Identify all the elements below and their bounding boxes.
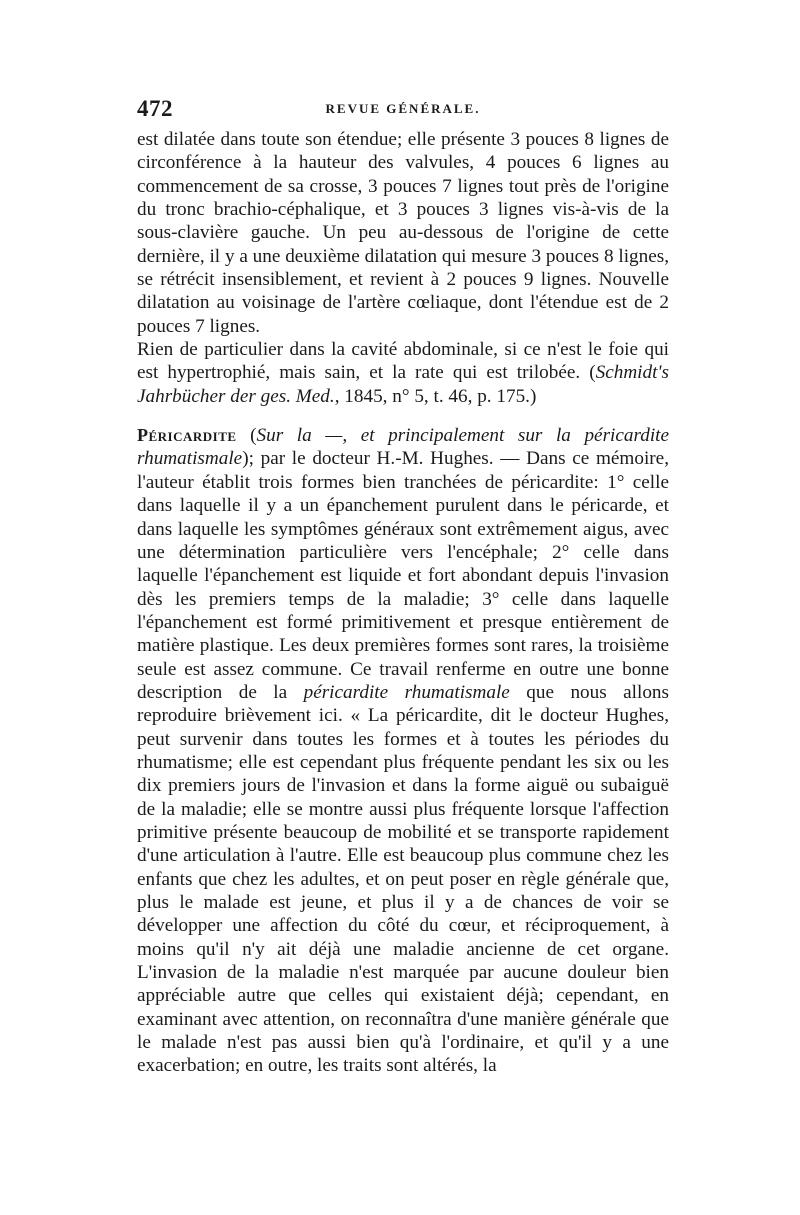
citation-journal: Schmidt's Jahrbücher der ges. Med. (137, 362, 669, 407)
section-gap (137, 408, 669, 424)
section-subtitle: Sur la —, et principalement sur la péricardite rhumatismale (137, 425, 669, 470)
page-header (137, 96, 669, 124)
page (137, 96, 669, 1078)
paragraph-3-rest: que nous allons reproduire brièvement ici. « La péricardite, dit le docteur Hughes, peut survenir dans toutes les formes et à toutes les périodes du rhumatisme; elle est cependant plus fréquente pendant les six ou les dix premiers jours de l'invasion et dans la forme aiguë ou subaiguë de la maladie; elle se montre aussi plus fréquente lorsque l'affection primitive présente beaucoup de mobilité et se transporte rapidement d'une articulation à l'autre. Elle est beaucoup plus commune chez les enfants que chez les adultes, et on peut poser en règle générale que, plus le malade est jeune, et plus il y a de chances de voir se développer une affection du côté du cœur, et réciproquement, à moins qu'il n'y ait déjà une maladie ancienne de cet organe. L'invasion de la maladie n'est marquée par aucune douleur bien appréciable autre que celles qui existaient déjà; cependant, en examinant avec attention, on reconnaîtra d'une manière générale que le malade n'est pas aussi bien qu'à l'ordinaire, et qu'il y a une exacerbation; en outre, les traits sont altérés, la (137, 681, 669, 1077)
italic-term: péricardite rhumatismale (303, 681, 510, 703)
page-number: 472 (137, 96, 173, 121)
paragraph-pericardite (137, 424, 669, 1078)
section-title: Péricardite (137, 425, 237, 446)
paragraph-abdominal (137, 338, 669, 408)
paragraph-1-text: est dilatée dans toute son étendue; elle présente 3 pouces 8 lignes de circonférence à la hauteur des valvules, 4 pouces 6 lignes au commencement de sa crosse, 3 pouces 7 lignes tout près de l'origine du tronc brachio-céphalique, et 3 pouces 3 lignes vis-à-vis de la sous-clavière gauche. Un peu au-dessous de l'origine de cette dernière, il y a une deuxième dilatation qui mesure 3 pouces 8 lignes, se rétrécit insensiblement, et revient à 2 pouces 9 lignes. Nouvelle dilatation au voisinage de l'artère cœliaque, dont l'étendue est de 2 pouces 7 lignes. (137, 129, 669, 337)
running-head: REVUE GÉNÉRALE. (325, 101, 481, 116)
paragraph-continued (137, 128, 669, 338)
paragraph-2-text: Rien de particulier dans la cavité abdominale, si ce n'est le foie qui est hypertrophié, mais sain, et la rate qui est trilobée. ( (137, 339, 669, 384)
section-open-paren: ( (236, 425, 257, 447)
citation-details: , 1845, n° 5, t. 46, p. 175.) (334, 385, 537, 407)
body-text (137, 128, 669, 1078)
paragraph-3-text: ); par le docteur H.-M. Hughes. — Dans ce mémoire, l'auteur établit trois formes bien tranchées de péricardite: 1° celle dans laquelle il y a un épanchement purulent dans le péricarde, et dans laquelle les symptômes généraux sont extrêmement aigus, avec une détermination particulière vers l'encéphale; 2° celle dans laquelle l'épanchement est liquide et fort abondant depuis l'invasion dès les premiers temps de la maladie; 3° celle dans laquelle l'épanchement est formé primitivement et presque entièrement de matière plastique. Les deux premières formes sont rares, la troisième seule est assez commune. Ce travail renferme en outre une bonne description de la (137, 448, 669, 703)
